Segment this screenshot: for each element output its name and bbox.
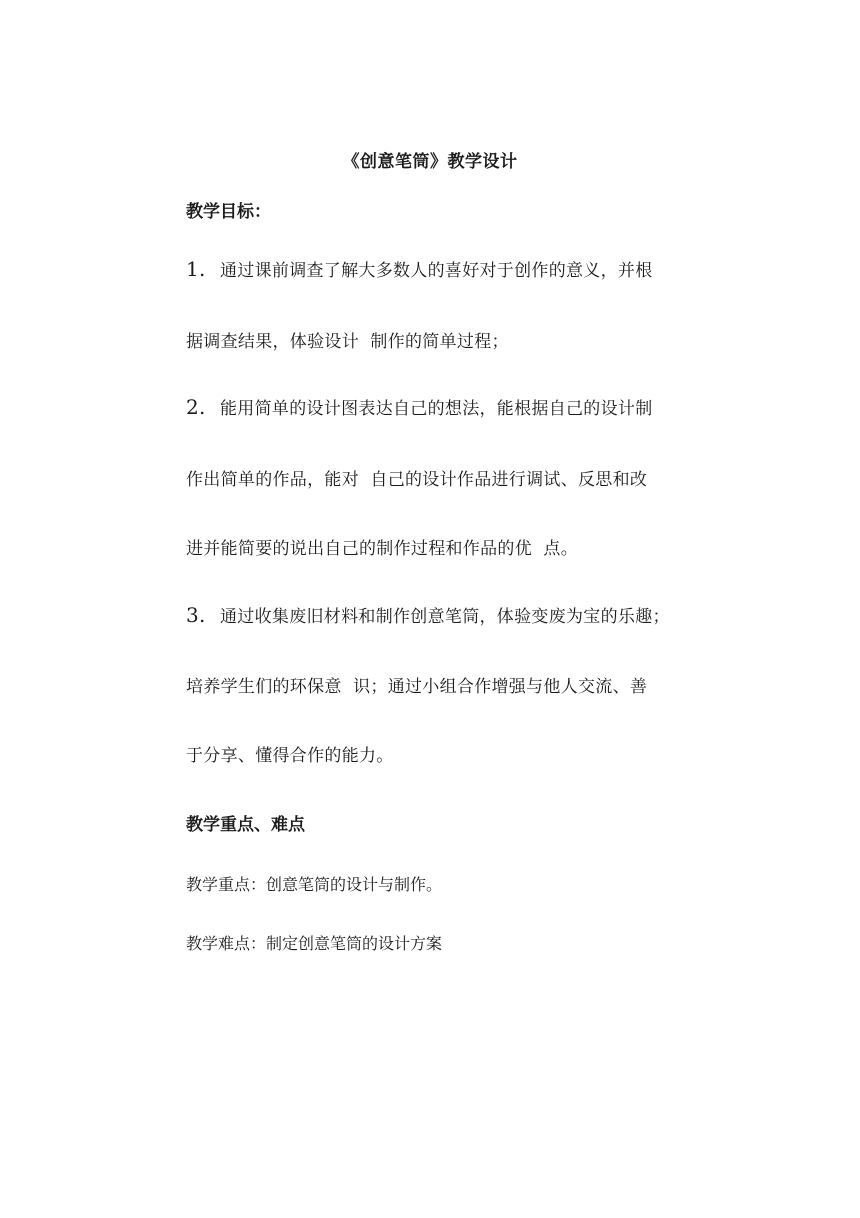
keypoints-heading: 教学重点、难点 [186,815,305,835]
objective-2-line-3: 进并能简要的说出自己的制作过程和作品的优 点。 [186,539,579,559]
objective-3-line-1 [186,602,670,627]
objective-1-text-1: 通过课前调查了解大多数人的喜好对于创作的意义，并根 [220,261,653,281]
objective-3-line-3: 于分享、懂得合作的能力。 [186,746,394,766]
document-title: 《创意笔筒》教学设计 [342,152,518,172]
objective-3-line-2: 培养学生们的环保意 识；通过小组合作增强与他人交流、善 [186,677,648,697]
objective-2-line-1 [186,394,653,419]
objective-3-number: 3. [186,603,206,627]
objective-1-number: 1. [186,257,206,281]
difficult-point: 教学难点：制定创意笔筒的设计方案 [186,934,443,953]
objective-2-line-2: 作出简单的作品，能对 自己的设计作品进行调试、反思和改 [186,470,648,490]
objective-3-text-1: 通过收集废旧材料和制作创意笔筒，体验变废为宝的乐趣； [220,607,670,627]
objective-1-line-1 [186,256,653,281]
key-point: 教学重点：创意笔筒的设计与制作。 [186,875,443,894]
objectives-heading: 教学目标： [186,202,271,222]
objective-1-line-2: 据调查结果，体验设计 制作的简单过程； [186,332,509,352]
objective-2-number: 2. [186,395,206,419]
objective-2-text-1: 能用简单的设计图表达自己的想法，能根据自己的设计制 [220,399,653,419]
